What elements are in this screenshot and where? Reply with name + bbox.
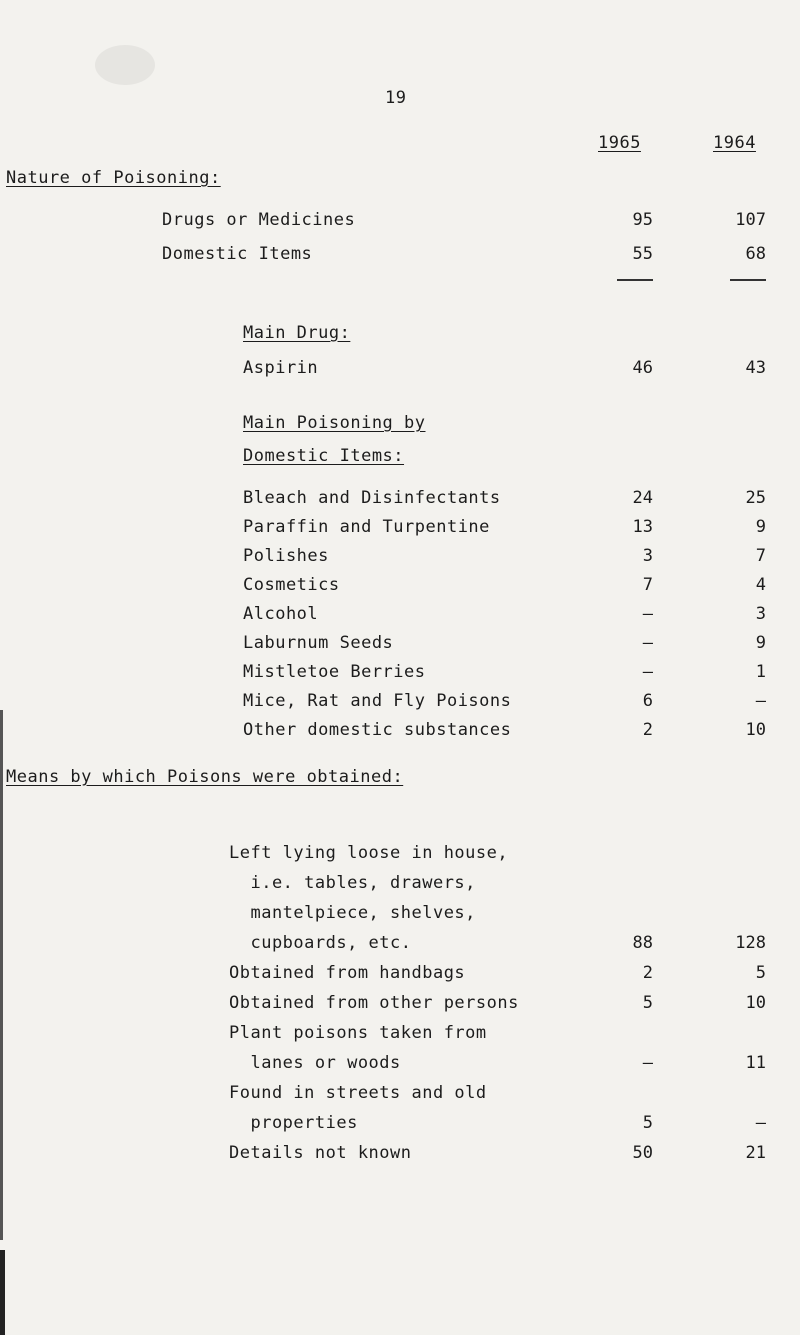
means-row-line: mantelpiece, shelves, <box>229 903 476 923</box>
domestic-row-label: Alcohol <box>243 604 319 624</box>
nature-row-label: Domestic Items <box>162 244 313 264</box>
means-row-line: cupboards, etc. <box>229 933 412 953</box>
domestic-row-label: Mistletoe Berries <box>243 662 426 682</box>
means-row-1964: 11 <box>745 1053 766 1073</box>
domestic-row-1964: 10 <box>745 720 766 740</box>
domestic-row-1965: 3 <box>642 546 653 566</box>
main-drug-row-1965: 46 <box>632 358 653 378</box>
means-row-1964: 5 <box>755 963 766 983</box>
domestic-row-1964: 7 <box>755 546 766 566</box>
domestic-row-label: Mice, Rat and Fly Poisons <box>243 691 512 711</box>
nature-row-label: Drugs or Medicines <box>162 210 356 230</box>
means-row-line: Plant poisons taken from <box>229 1023 487 1043</box>
nature-row-1964: 107 <box>735 210 766 230</box>
main-drug-heading: Main Drug: <box>243 323 351 343</box>
means-row-1964: 10 <box>745 993 766 1013</box>
domestic-row-label: Laburnum Seeds <box>243 633 394 653</box>
nature-row-1965: 95 <box>632 210 653 230</box>
means-row-1965: 88 <box>632 933 653 953</box>
nature-heading: Nature of Poisoning: <box>6 168 221 188</box>
domestic-row-1964: 4 <box>755 575 766 595</box>
means-row-1965: 5 <box>642 1113 653 1133</box>
domestic-row-label: Other domestic substances <box>243 720 512 740</box>
main-drug-row-1964: 43 <box>745 358 766 378</box>
means-row-line: properties <box>229 1113 358 1133</box>
domestic-row-label: Paraffin and Turpentine <box>243 517 490 537</box>
means-row-1964: – <box>755 1113 766 1133</box>
domestic-heading-line1: Main Poisoning by <box>243 413 426 433</box>
domestic-row-1965: – <box>642 662 653 682</box>
domestic-row-label: Cosmetics <box>243 575 340 595</box>
domestic-heading-line2: Domestic Items: <box>243 446 405 466</box>
means-row-1964: 21 <box>745 1143 766 1163</box>
means-row-line: Details not known <box>229 1143 412 1163</box>
means-row-1965: 2 <box>642 963 653 983</box>
domestic-row-1965: – <box>642 604 653 624</box>
domestic-row-1965: 13 <box>632 517 653 537</box>
domestic-row-1964: 3 <box>755 604 766 624</box>
page-edge-mark <box>0 1250 5 1335</box>
means-row-1965: 5 <box>642 993 653 1013</box>
main-drug-row-label: Aspirin <box>243 358 319 378</box>
means-row-line: i.e. tables, drawers, <box>229 873 476 893</box>
means-row-line: Obtained from other persons <box>229 993 519 1013</box>
domestic-row-label: Polishes <box>243 546 329 566</box>
means-heading: Means by which Poisons were obtained: <box>6 767 404 787</box>
domestic-row-1964: – <box>755 691 766 711</box>
domestic-row-1965: 7 <box>642 575 653 595</box>
nature-row-1965: 55 <box>632 244 653 264</box>
domestic-row-1964: 1 <box>755 662 766 682</box>
means-row-line: Left lying loose in house, <box>229 843 509 863</box>
domestic-row-1964: 25 <box>745 488 766 508</box>
domestic-row-1964: 9 <box>755 517 766 537</box>
domestic-row-label: Bleach and Disinfectants <box>243 488 501 508</box>
domestic-row-1965: 24 <box>632 488 653 508</box>
means-row-line: Found in streets and old <box>229 1083 487 1103</box>
nature-row-1964: 68 <box>745 244 766 264</box>
domestic-row-1965: 6 <box>642 691 653 711</box>
means-row-1965: 50 <box>632 1143 653 1163</box>
total-rule-1964 <box>730 279 766 281</box>
domestic-row-1964: 9 <box>755 633 766 653</box>
year-header-1965: 1965 <box>598 133 641 153</box>
means-row-line: Obtained from handbags <box>229 963 466 983</box>
means-row-line: lanes or woods <box>229 1053 401 1073</box>
page-number: 19 <box>385 88 407 108</box>
means-row-1964: 128 <box>735 933 766 953</box>
page-edge-shadow <box>0 710 3 1240</box>
domestic-row-1965: 2 <box>642 720 653 740</box>
means-row-1965: – <box>642 1053 653 1073</box>
domestic-row-1965: – <box>642 633 653 653</box>
paper-stain <box>95 45 155 85</box>
year-header-1964: 1964 <box>713 133 756 153</box>
total-rule-1965 <box>617 279 653 281</box>
